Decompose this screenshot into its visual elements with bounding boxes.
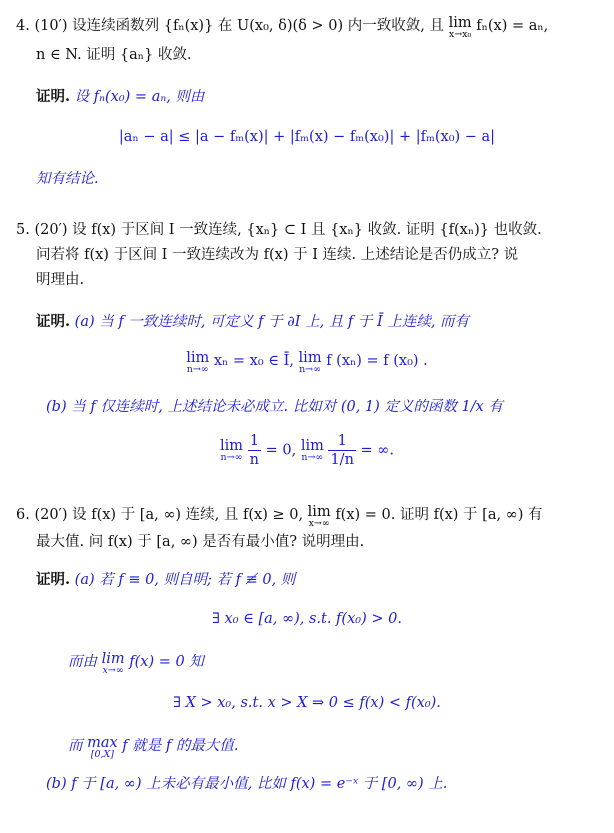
problem-5-line-3: 明理由. [36,272,85,288]
problem-5-proof-b: (b) 当 f 仅连续时, 上述结论未必成立. 比如对 (0, 1) 定义的函数 1/x 有 [46,399,503,415]
problem-6-text: (20′) 设 f(x) 于 [a, ∞) 连续, 且 f(x) ≥ 0, [34,507,304,523]
problem-5-formula-b [0,432,614,469]
denominator: n [249,452,259,468]
fraction-2 [328,432,355,469]
proof-part-a: (a) 当 f 一致连续时, 可定义 f 于 ∂I 上, 且 f 于 Ī 上连续, 而有 [74,314,470,330]
proof-label: 证明. [36,313,71,330]
problem-6-max [68,736,238,760]
problem-4-limit [449,16,472,40]
problem-5-proof-a [36,312,469,332]
limit-1 [220,439,243,463]
problem-4-formula: |aₙ − a| ≤ |a − fₘ(x)| + |fₘ(x) − fₘ(x₀)| + |fₘ(x₀) − a| [118,129,496,145]
problem-5-line-1 [16,220,542,240]
problem-4-number: 4. [16,18,30,34]
numerator: 1 [249,433,259,449]
limit-2 [301,439,324,463]
problem-6-number: 6. [16,507,30,523]
problem-4-text-tail: fₙ(x) = aₙ, [476,18,549,34]
problem-6-proof-a [36,570,295,590]
numerator: 1 [337,433,347,449]
problem-5-line-2: 问若将 f(x) 于区间 I 一致连续改为 f(x) 于 I 连续. 上述结论是否仍成立? 说 [36,247,519,263]
since-limit [102,652,125,676]
problem-6-line-2: 最大值. 问 f(x) 于 [a, ∞) 是否有最小值? 说明理由. [36,534,365,550]
formula-tail: = ∞. [360,442,394,459]
limit-sub: x→∞ [308,518,330,529]
formula-tail: f (xₙ) = f (x₀) . [326,353,428,369]
limit-sub: x→∞ [102,665,124,676]
limit-sub: n→∞ [220,451,243,463]
limit-sub: n→∞ [299,364,322,375]
max-sub: [0,X] [90,749,115,760]
limit-word: lim [298,350,322,366]
limit-word: lim [186,350,210,366]
problem-4-proof [36,87,204,107]
problem-6-proof-b: (b) f 于 [a, ∞) 上未必有最小值, 比如 f(x) = e⁻ˣ 于 [0, ∞) 上. [46,776,448,792]
max-tail: f 就是 f 的最大值. [122,738,239,754]
problem-4-text: (10′) 设连续函数列 {fₙ(x)} 在 U(x₀, δ)(δ > 0) 内一致收敛, 且 [34,18,444,34]
max-operator [87,736,118,760]
problem-4-conclusion: 知有结论. [36,171,99,187]
since-text: 而由 [68,654,97,670]
problem-5-formula-a [0,351,614,375]
limit-word: lim [307,504,331,520]
problem-6-limit [308,505,331,529]
limit-word: lim [300,437,324,454]
proof-label: 证明. [36,88,71,105]
limit-2 [299,351,322,375]
problem-4-line-1 [16,16,548,40]
proof-text: 设 fₙ(x₀) = aₙ, 则由 [74,89,205,105]
problem-4-line-2: n ∈ N. 证明 {aₙ} 收敛. [36,47,192,63]
problem-5-text: (20′) 设 f(x) 于区间 I 一致连续, {xₙ} ⊂ I 且 {xₙ} 收敛. 证明 {f(xₙ)} 也收敛. [34,222,542,238]
problem-6-formula-1: ∃ x₀ ∈ [a, ∞), s.t. f(x₀) > 0. [212,611,402,627]
max-word: max [87,735,118,751]
formula-mid: xₙ = x₀ ∈ Ī, [213,353,294,369]
max-text: 而 [68,738,83,754]
proof-part-a: (a) 若 f ≡ 0, 则自明; 若 f ≢ 0, 则 [74,572,296,588]
limit-1 [186,351,209,375]
limit-sub: n→∞ [301,451,324,463]
formula-mid: = 0, [265,442,297,459]
fraction-1 [248,432,261,469]
limit-word: lim [220,437,244,454]
limit-sub: x→x₀ [448,29,472,40]
problem-5-number: 5. [16,222,30,238]
limit-sub: n→∞ [186,364,209,375]
problem-6-text-tail: f(x) = 0. 证明 f(x) 于 [a, ∞) 有 [335,507,543,523]
problem-6-since [68,652,204,676]
proof-label: 证明. [36,571,71,588]
denominator: 1/n [330,452,354,468]
problem-6-line-1 [16,505,543,529]
problem-6-formula-2: ∃ X > x₀, s.t. x > X ⇒ 0 ≤ f(x) < f(x₀). [173,695,441,711]
since-tail: f(x) = 0 知 [129,654,204,670]
limit-word: lim [101,651,125,667]
limit-word: lim [448,15,472,31]
